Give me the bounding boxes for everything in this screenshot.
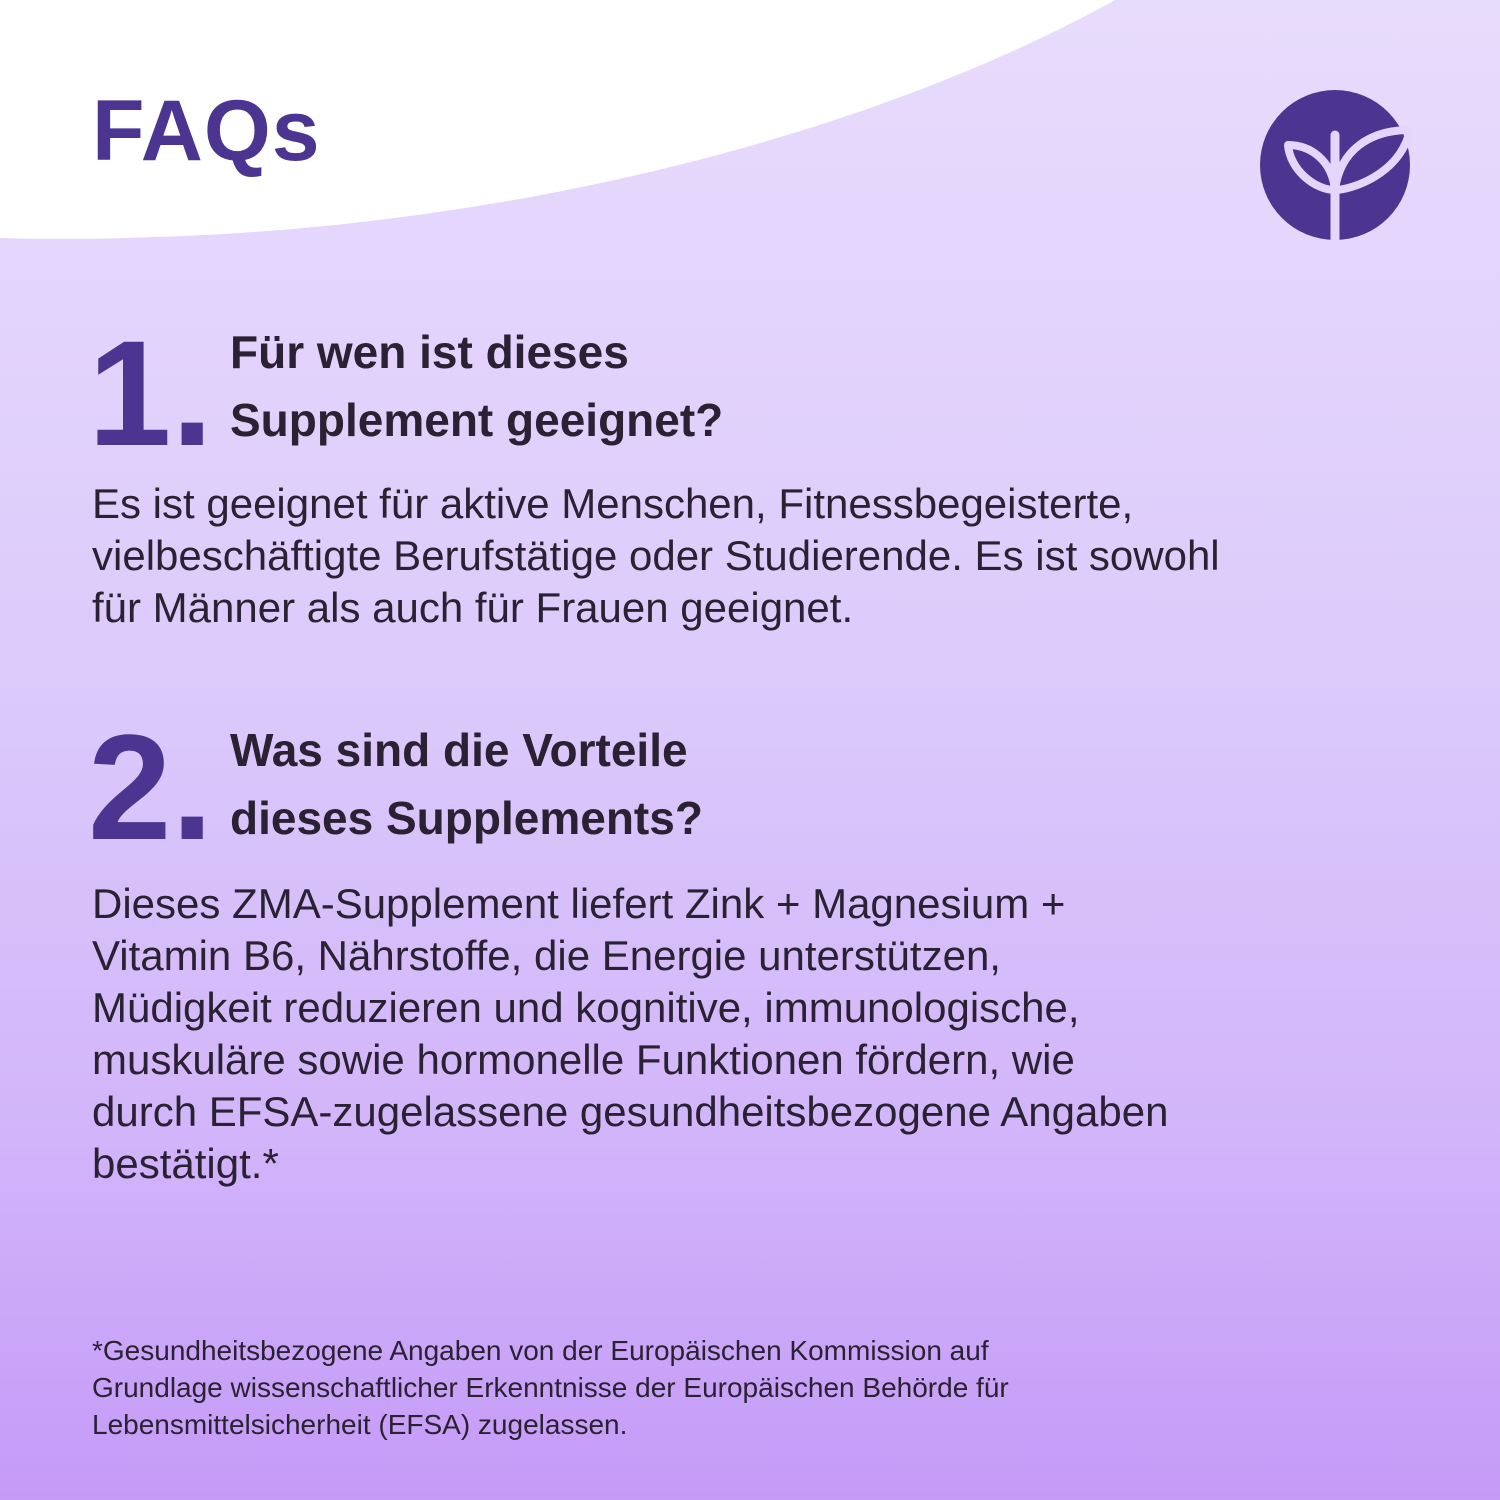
answer-line: vielbeschäftigte Berufstätige oder Studierende. Es ist sowohl — [92, 532, 1220, 579]
footnote-line: Grundlage wissenschaftlicher Erkenntnisse der Europäischen Behörde für — [92, 1372, 1009, 1403]
question-line: dieses Supplements? — [230, 792, 703, 844]
answer-line: bestätigt.* — [92, 1140, 279, 1187]
answer-line: Es ist geeignet für aktive Menschen, Fitnessbegeisterte, — [92, 480, 1134, 527]
faq-number: 2. — [88, 703, 214, 871]
footnote-line: *Gesundheitsbezogene Angaben von der Europäischen Kommission auf — [92, 1335, 989, 1366]
answer-line: Dieses ZMA-Supplement liefert Zink + Magnesium + — [92, 880, 1066, 927]
question-line: Supplement geeignet? — [230, 394, 724, 446]
page-title: FAQs — [92, 83, 321, 179]
faq-question — [230, 318, 723, 454]
sprout-icon — [1260, 90, 1410, 240]
footnote-line: Lebensmittelsicherheit (EFSA) zugelassen. — [92, 1409, 628, 1440]
faq-question — [230, 716, 703, 852]
footnote — [92, 1332, 1009, 1443]
faq-answer — [92, 478, 1220, 634]
faq-number: 1. — [88, 309, 214, 477]
answer-line: Vitamin B6, Nährstoffe, die Energie unterstützen, — [92, 932, 1001, 979]
answer-line: Müdigkeit reduzieren und kognitive, immunologische, — [92, 984, 1080, 1031]
question-line: Für wen ist dieses — [230, 326, 629, 378]
faq-answer — [92, 878, 1168, 1190]
answer-line: durch EFSA-zugelassene gesundheitsbezogene Angaben — [92, 1088, 1169, 1135]
answer-line: für Männer als auch für Frauen geeignet. — [92, 584, 854, 631]
question-line: Was sind die Vorteile — [230, 724, 688, 776]
answer-line: muskuläre sowie hormonelle Funktionen fördern, wie — [92, 1036, 1075, 1083]
